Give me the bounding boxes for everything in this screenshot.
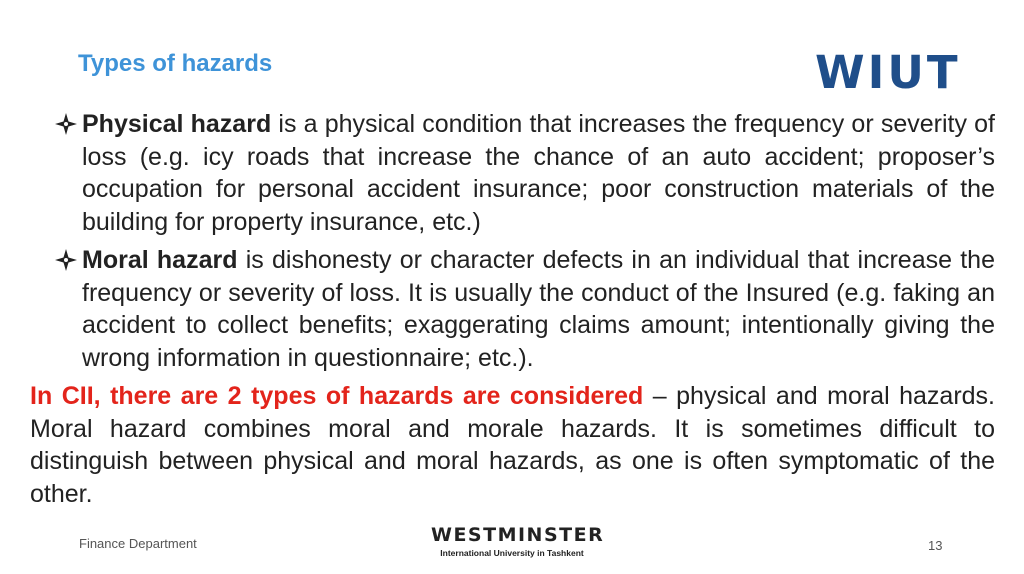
bullet-text: is dishonesty or character defects in an individual that increase the frequency or severity of loss. It is usually the conduct of the Insured (e.g. faking an accident to collect benefits; exaggerating claims amount; intentionally giving the wrong information in questionnaire; etc.). bbox=[82, 246, 995, 372]
diamond-bullet-icon bbox=[54, 112, 78, 136]
slide-title: Types of hazards bbox=[78, 50, 273, 77]
bullet-text: is a physical condition that increases the frequency or severity of loss (e.g. icy roads that increase the chance of an auto accident; proposer’s occupation for personal accident insurance; poor construction materials of the building for property insurance, etc.) bbox=[82, 110, 995, 236]
bullet-term: Moral hazard bbox=[82, 246, 238, 274]
bullet-moral-hazard bbox=[30, 244, 995, 374]
westminster-logo bbox=[431, 524, 605, 558]
wiut-logo: WIUT bbox=[815, 46, 961, 99]
paragraph-text: – physical and moral hazards. Moral hazard combines moral and morale hazards. It is sometimes difficult to distinguish between physical and moral hazards, as one is often symptomatic of the other. bbox=[30, 382, 995, 508]
footer-department: Finance Department bbox=[79, 536, 197, 551]
diamond-bullet-icon bbox=[54, 248, 78, 272]
logo-main-text: WESTMINSTER bbox=[431, 524, 605, 546]
slide-content bbox=[30, 108, 995, 510]
bullet-term: Physical hazard bbox=[82, 110, 272, 138]
highlight-text: In CII, there are 2 types of hazards are considered bbox=[30, 382, 644, 410]
page-number: 13 bbox=[928, 538, 943, 553]
bullet-physical-hazard bbox=[30, 108, 995, 238]
logo-sub-text: International University in Tashkent bbox=[440, 548, 584, 558]
summary-paragraph bbox=[30, 380, 995, 510]
